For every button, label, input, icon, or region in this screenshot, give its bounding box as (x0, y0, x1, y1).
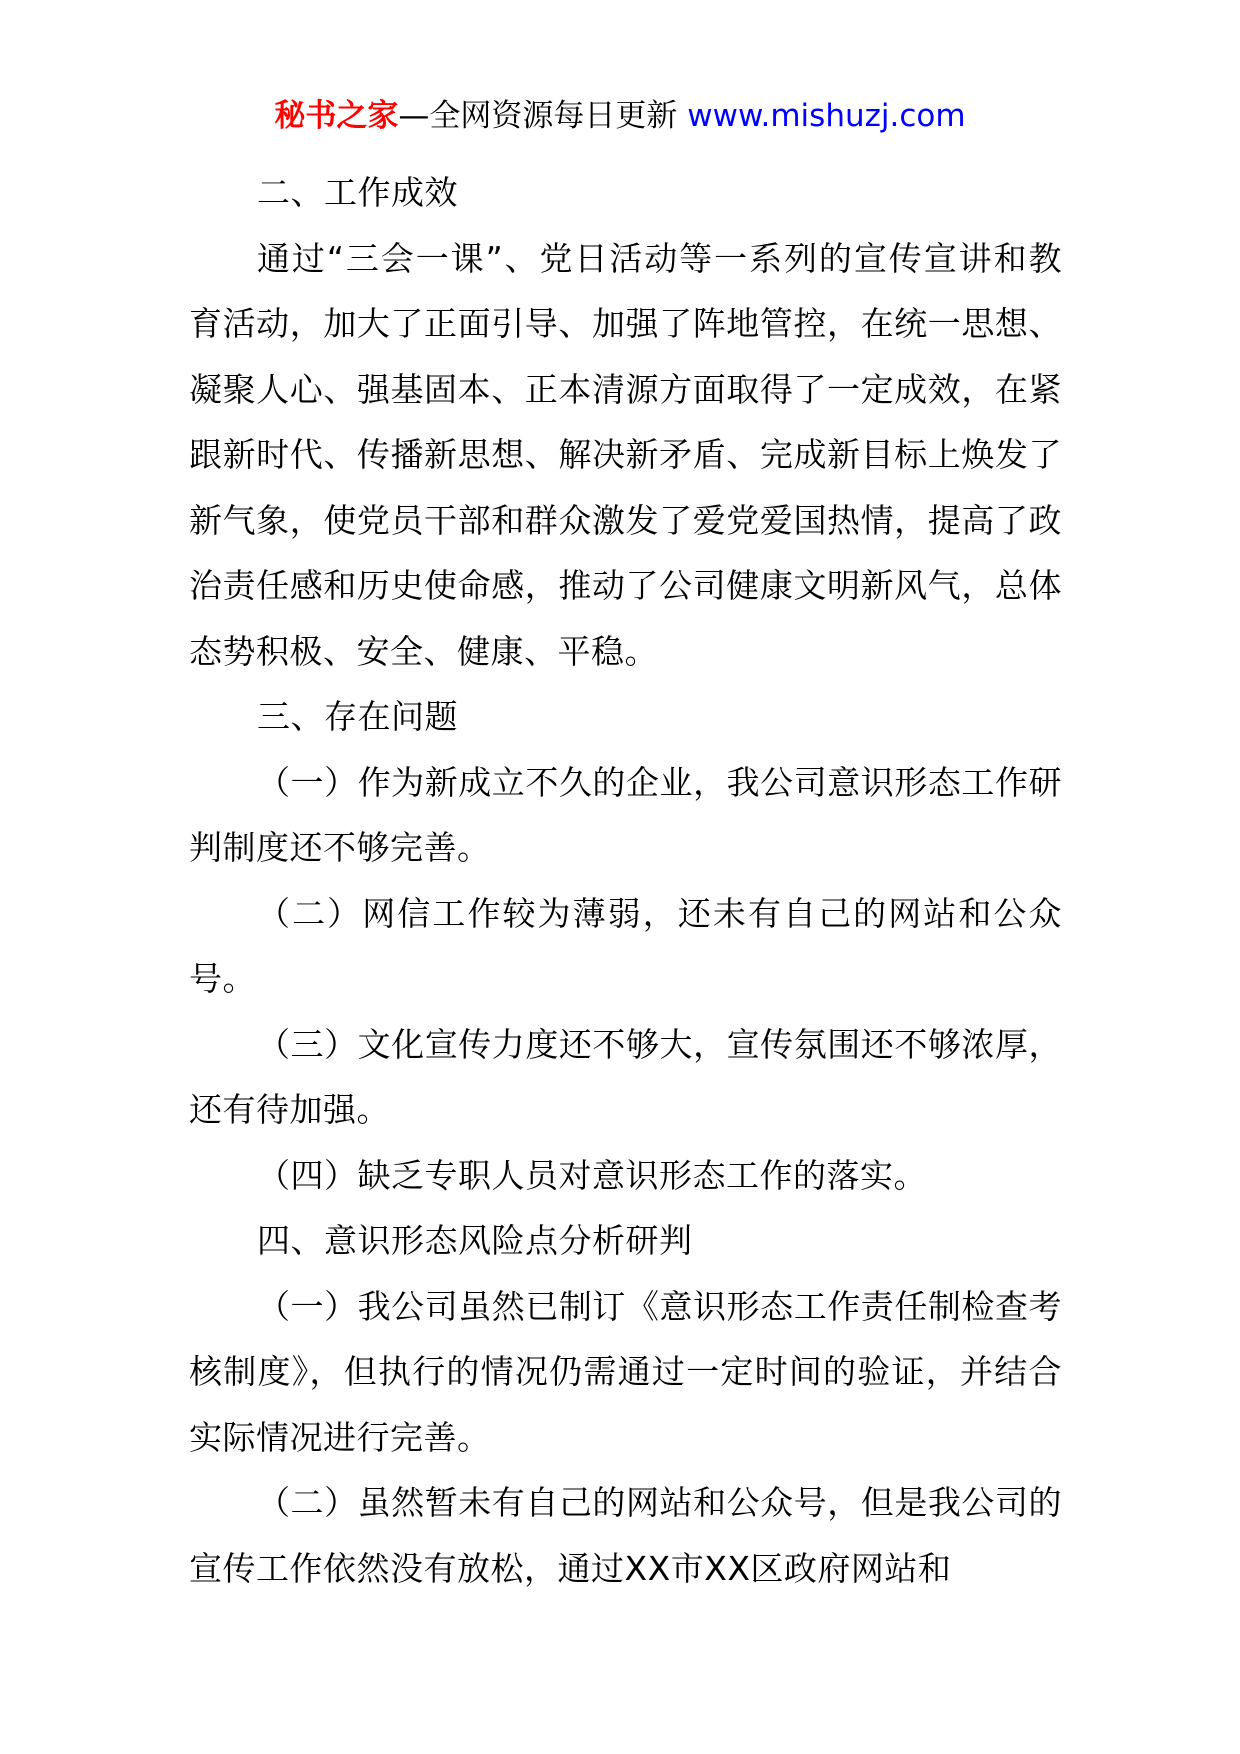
paragraph-results-body: 通过“三会一课”、党日活动等一系列的宣传宣讲和教育活动，加大了正面引导、加强了阵地管控，在统一思想、凝聚人心、强基固本、正本清源方面取得了一定成效，在紧跟新时代、传播新思想、解决新矛盾、完成新目标上焕发了新气象，使党员干部和群众激发了爱党爱国热情，提高了政治责任感和历史使命感，推动了公司健康文明新风气，总体态势积极、安全、健康、平稳。 (189, 238, 1062, 671)
problem-item-3: （三）文化宣传力度还不够大，宣传氛围还不够浓厚，还有待加强。 (189, 1024, 1062, 1129)
brand-name: 秘书之家 (274, 98, 399, 134)
problem-item-4: （四）缺乏专职人员对意识形态工作的落实。 (257, 1155, 927, 1195)
header-slogan: —全网资源每日更新 (398, 98, 678, 134)
risk-item-1: （一）我公司虽然已制订《意识形态工作责任制检查考核制度》，但执行的情况仍需通过一定时间的验证，并结合实际情况进行完善。 (189, 1286, 1062, 1457)
document-body (189, 160, 1062, 1601)
site-url-link[interactable]: www.mishuzj.com (687, 98, 966, 134)
risk-item-2: （二）虽然暂未有自己的网站和公众号，但是我公司的宣传工作依然没有放松，通过XX市XX区政府网站和 (189, 1483, 1062, 1588)
site-header (0, 96, 1240, 136)
problem-item-2: （二）网信工作较为薄弱，还未有自己的网站和公众号。 (189, 893, 1062, 998)
problem-item-1: （一）作为新成立不久的企业，我公司意识形态工作研判制度还不够完善。 (189, 762, 1062, 867)
section-heading-problems: 三、存在问题 (257, 697, 458, 736)
section-heading-results: 二、工作成效 (257, 173, 458, 212)
section-heading-risk-analysis: 四、意识形态风险点分析研判 (257, 1221, 693, 1260)
